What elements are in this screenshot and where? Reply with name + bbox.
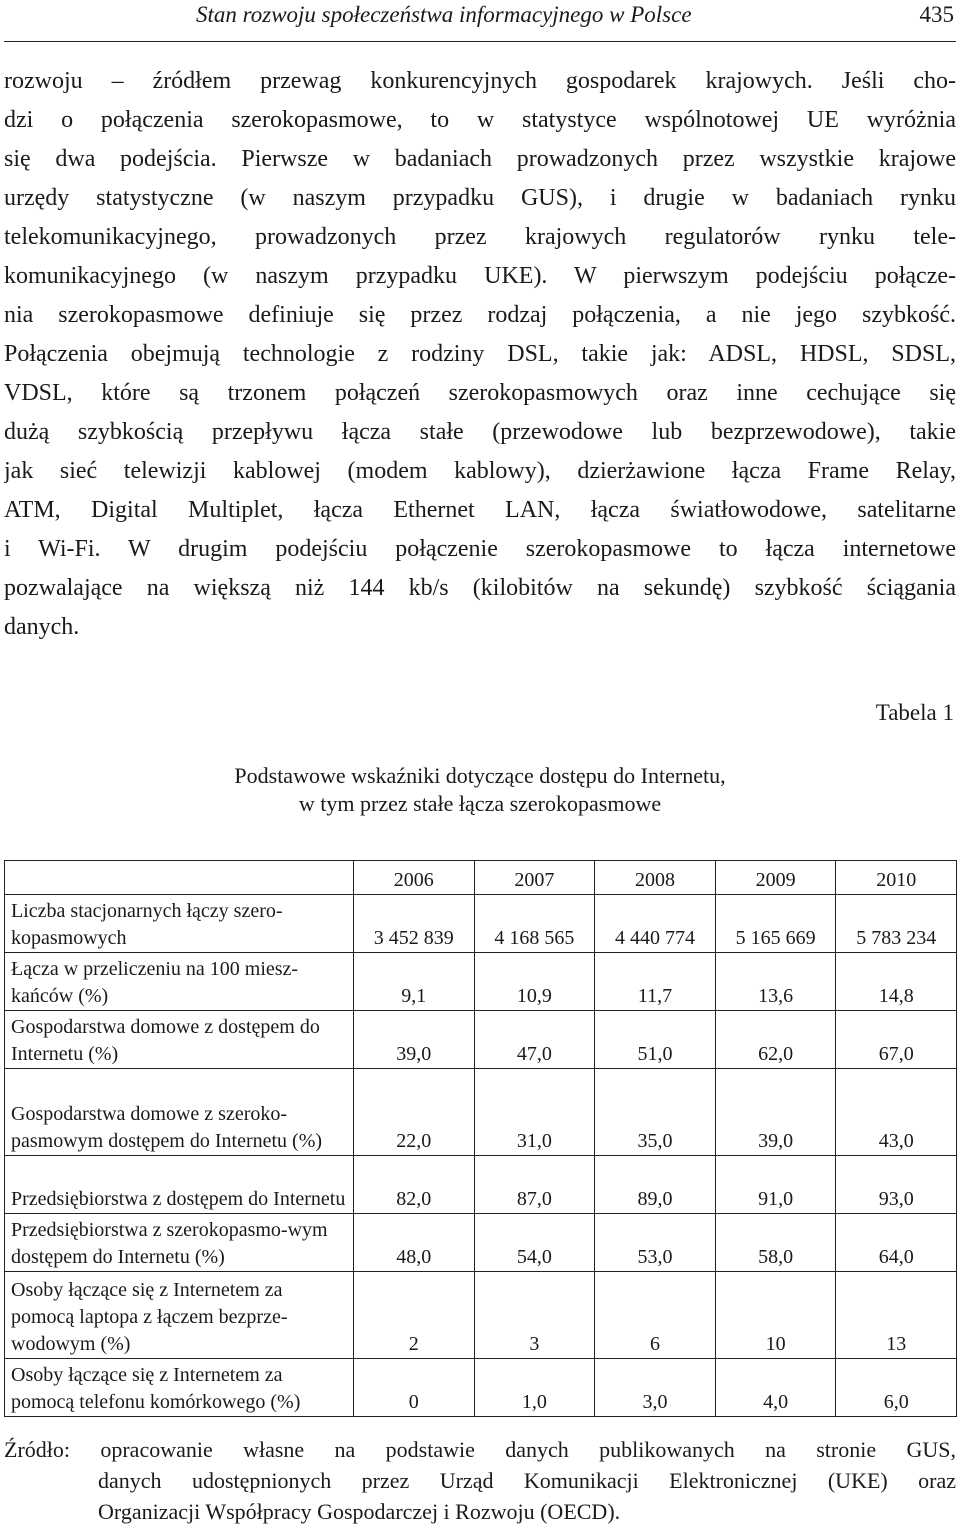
paragraph-line: dzi o połączenia szerokopasmowe, to w statystyce wspólnotowej UE wyróżnia — [4, 107, 956, 133]
table-cell: 2 — [354, 1272, 475, 1359]
table-row — [5, 1069, 957, 1156]
paragraph-line: rozwoju – źródłem przewag konkurencyjnych gospodarek krajowych. Jeśli cho- — [4, 68, 956, 94]
table-row — [5, 1011, 957, 1069]
table-cell: 13 — [836, 1272, 957, 1359]
table-cell: 93,0 — [836, 1156, 957, 1214]
source-line: danych udostępnionych przez Urząd Komunikacji Elektronicznej (UKE) oraz — [98, 1468, 956, 1493]
table-row — [5, 1214, 957, 1272]
table-cell: 64,0 — [836, 1214, 957, 1272]
paragraph-line: jak sieć telewizji kablowej (modem kablowy), dzierżawione łącza Frame Relay, — [4, 458, 956, 484]
paragraph-line: nia szerokopasmowe definiuje się przez rodzaj połączenia, a nie jego szybkość. — [4, 302, 956, 328]
table-cell: 48,0 — [354, 1214, 475, 1272]
table-label: Tabela 1 — [875, 700, 954, 725]
table-cell: 53,0 — [595, 1214, 716, 1272]
page-number: 435 — [919, 2, 954, 27]
paragraph-line: i Wi-Fi. W drugim podejściu połączenie szerokopasmowe to łącza internetowe — [4, 536, 956, 562]
table-cell: 39,0 — [354, 1011, 475, 1069]
table-row — [5, 1359, 957, 1417]
table-cell: 9,1 — [354, 953, 475, 1011]
table-cell: 6,0 — [836, 1359, 957, 1417]
table-cell: 3 — [474, 1272, 595, 1359]
table-cell: 58,0 — [715, 1214, 836, 1272]
paragraph-line: się dwa podejścia. Pierwsze w badaniach prowadzonych przez wszystkie krajowe — [4, 146, 956, 172]
row-label: Gospodarstwa domowe z dostępem do Internetu (%) — [5, 1011, 354, 1069]
table-cell: 43,0 — [836, 1069, 957, 1156]
table-cell: 4 168 565 — [474, 895, 595, 953]
paragraph-line: pozwalające na większą niż 144 kb/s (kilobitów na sekundę) szybkość ściągania — [4, 575, 956, 601]
table-row — [5, 895, 957, 953]
source-line: Organizacji Współpracy Gospodarczej i Rozwoju (OECD). — [98, 1499, 621, 1524]
table-cell: 13,6 — [715, 953, 836, 1011]
header-corner-cell — [5, 861, 354, 895]
paragraph-line: komunikacyjnego (w naszym przypadku UKE). W pierwszym podejściu połącze- — [4, 263, 956, 289]
paragraph-line: dużą szybkością przepływu łącza stałe (przewodowe lub bezprzewodowe), takie — [4, 419, 956, 445]
table-title-line: w tym przez stałe łącza szerokopasmowe — [298, 791, 662, 816]
source-note — [4, 1434, 956, 1527]
paragraph-line: Połączenia obejmują technologie z rodziny DSL, takie jak: ADSL, HDSL, SDSL, — [4, 341, 956, 367]
table-cell: 0 — [354, 1359, 475, 1417]
row-label: Osoby łączące się z Internetem za pomocą telefonu komórkowego (%) — [5, 1359, 354, 1417]
indicators-table — [4, 860, 957, 1417]
table-cell: 3,0 — [595, 1359, 716, 1417]
table-row — [5, 1156, 957, 1214]
source-line: Źródło: opracowanie własne na podstawie danych publikowanych na stronie GUS, — [4, 1437, 956, 1462]
year-header: 2009 — [715, 861, 836, 895]
row-label: Łącza w przeliczeniu na 100 miesz-kańców (%) — [5, 953, 354, 1011]
table-title — [0, 762, 960, 818]
row-label: Przedsiębiorstwa z dostępem do Internetu — [5, 1156, 354, 1214]
table-cell: 62,0 — [715, 1011, 836, 1069]
table-cell: 91,0 — [715, 1156, 836, 1214]
row-label: Liczba stacjonarnych łączy szero-kopasmowych — [5, 895, 354, 953]
table-header-row — [5, 861, 957, 895]
table-cell: 14,8 — [836, 953, 957, 1011]
table-cell: 5 783 234 — [836, 895, 957, 953]
row-label: Gospodarstwa domowe z szeroko-pasmowym dostępem do Internetu (%) — [5, 1069, 354, 1156]
table-cell: 89,0 — [595, 1156, 716, 1214]
table-cell: 67,0 — [836, 1011, 957, 1069]
table-cell: 10,9 — [474, 953, 595, 1011]
header-rule — [4, 41, 956, 42]
table-cell: 22,0 — [354, 1069, 475, 1156]
row-label: Przedsiębiorstwa z szerokopasmo-wym dostępem do Internetu (%) — [5, 1214, 354, 1272]
table-cell: 4,0 — [715, 1359, 836, 1417]
table-cell: 6 — [595, 1272, 716, 1359]
table-cell: 10 — [715, 1272, 836, 1359]
body-paragraph — [4, 62, 956, 647]
paragraph-line: VDSL, które są trzonem połączeń szerokopasmowych oraz inne cechujące się — [4, 380, 956, 406]
year-header: 2010 — [836, 861, 957, 895]
table-title-line: Podstawowe wskaźniki dotyczące dostępu do Internetu, — [234, 763, 726, 788]
table-cell: 31,0 — [474, 1069, 595, 1156]
year-header: 2008 — [595, 861, 716, 895]
table-cell: 47,0 — [474, 1011, 595, 1069]
table-row — [5, 953, 957, 1011]
table-cell: 35,0 — [595, 1069, 716, 1156]
table-cell: 54,0 — [474, 1214, 595, 1272]
year-header: 2006 — [354, 861, 475, 895]
table-row — [5, 1272, 957, 1359]
paragraph-line: telekomunikacyjnego, prowadzonych przez krajowych regulatorów rynku tele- — [4, 224, 956, 250]
table-cell: 4 440 774 — [595, 895, 716, 953]
paragraph-line: ATM, Digital Multiplet, łącza Ethernet LAN, łącza światłowodowe, satelitarne — [4, 497, 956, 523]
table-cell: 87,0 — [474, 1156, 595, 1214]
table-cell: 51,0 — [595, 1011, 716, 1069]
table-cell: 39,0 — [715, 1069, 836, 1156]
running-title: Stan rozwoju społeczeństwa informacyjnego w Polsce — [196, 2, 692, 27]
table-cell: 82,0 — [354, 1156, 475, 1214]
year-header: 2007 — [474, 861, 595, 895]
paragraph-line: urzędy statystyczne (w naszym przypadku GUS), i drugie w badaniach rynku — [4, 185, 956, 211]
table-cell: 5 165 669 — [715, 895, 836, 953]
paragraph-line: danych. — [4, 614, 80, 640]
table-cell: 11,7 — [595, 953, 716, 1011]
row-label: Osoby łączące się z Internetem za pomocą laptopa z łączem bezprze-wodowym (%) — [5, 1272, 354, 1359]
table-cell: 3 452 839 — [354, 895, 475, 953]
page-header — [0, 0, 960, 44]
table-cell: 1,0 — [474, 1359, 595, 1417]
